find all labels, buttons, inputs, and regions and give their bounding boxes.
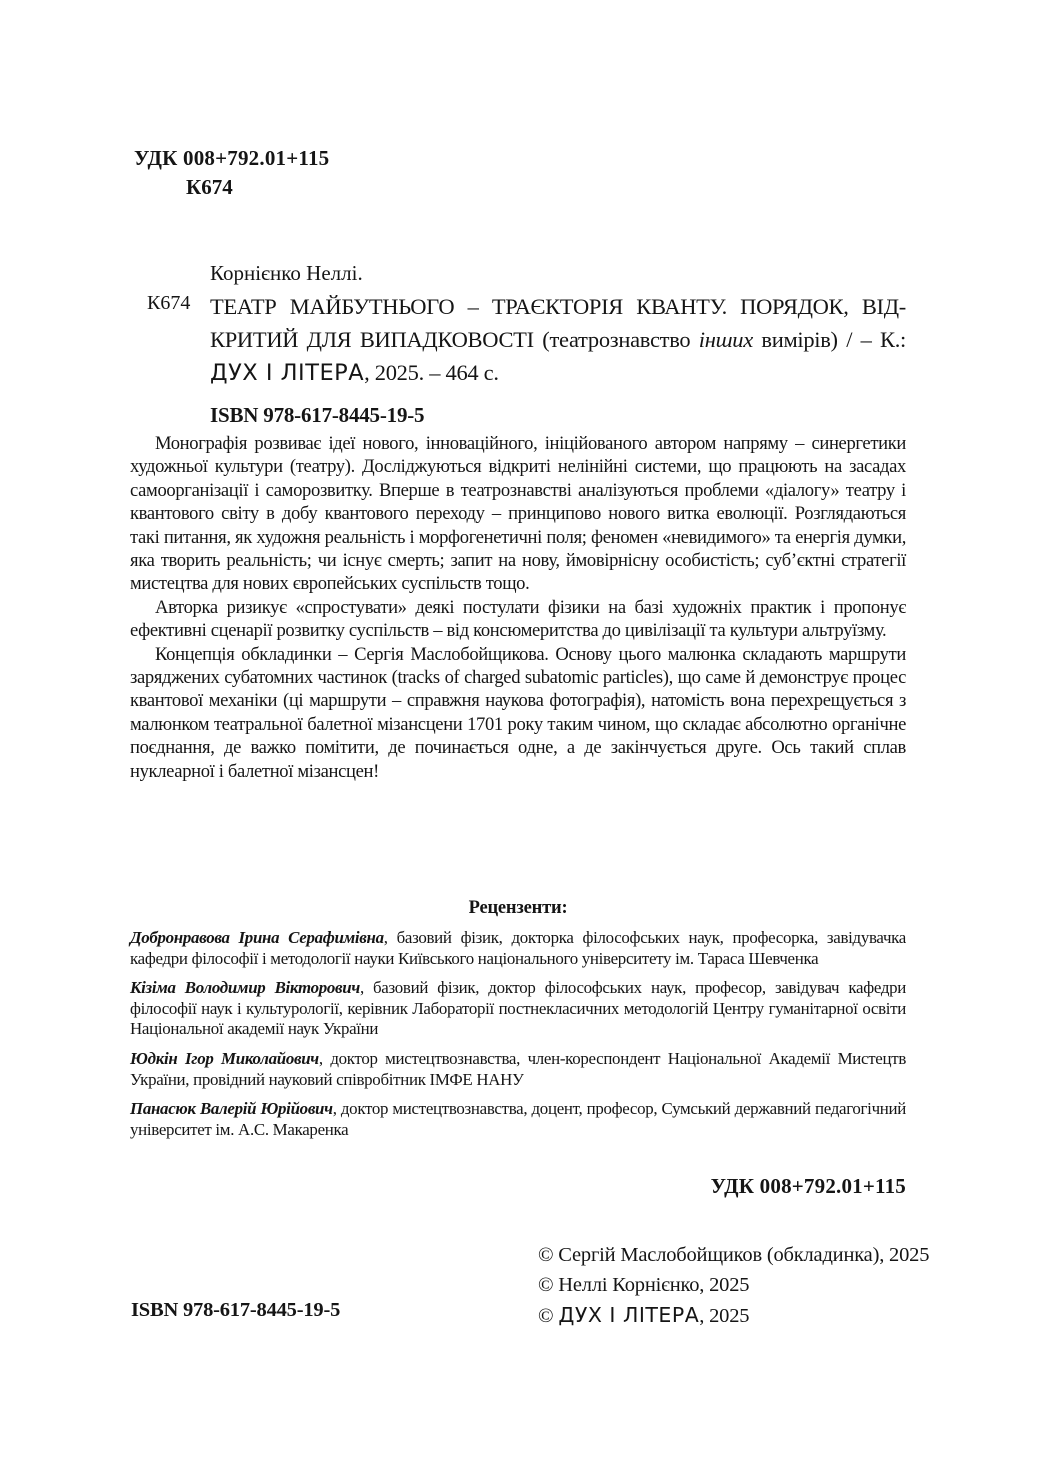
- annotation-paragraph-1: Монографія розвиває ідеї нового, інноваційного, ініційованого автором напряму – синергетики художньої культури (театру). Досліджуються відкриті нелінійні системи, що працюють на засадах самоорганізації і саморозвитку. Вперше в театрознавстві аналізуються проблеми «діалогу» театру і квантового світу в добу квантового переходу – принципово нового витка еволюції. Розглядаються такі питання, як художня реальність і морфогенетичні поля; феномен «невидимого» та енергія думки, яка творить реальність; чи існує смерть; запит на нову, ймовірнісну особистість; субʼєктні стратегії мистецтва для нових європейських суспільств тощо.: [130, 433, 906, 595]
- copyright-author: © Неллі Корнієнко, 2025: [538, 1274, 750, 1296]
- copyright-publisher: [538, 1300, 929, 1331]
- annotation-paragraph-2: Авторка ризикує «спростувати» деякі постулати фізики на базі художніх практик і пропонує ефективні сценарії розвитку суспільств – від консюмеритства до цивілізації та культури альтруїзму.: [130, 596, 906, 642]
- catalog-title-line-1: ТЕАТР МАЙБУТНЬОГО – ТРАЄКТОРІЯ КВАНТУ. ПОРЯДОК, ВІД-: [210, 294, 906, 319]
- author-code-top: К674: [186, 175, 233, 199]
- copyright-cover-artist: © Сергій Маслобойщиков (обкладинка), 2025: [538, 1244, 930, 1266]
- catalog-author: Корнієнко Неллі.: [210, 261, 363, 285]
- catalog-title-line-3: [210, 356, 906, 390]
- reviewers-heading: Рецензенти:: [468, 898, 568, 918]
- copyright-year: , 2025: [699, 1305, 750, 1327]
- publisher-name: ДУХ І ЛІТЕРА: [210, 360, 365, 386]
- reviewers-section: [130, 898, 906, 1149]
- reviewer-name: Юдкін Ігор Миколайович: [130, 1048, 319, 1068]
- annotation-paragraph-3: Концепція обкладинки – Сергія Маслобойщикова. Основу цього малюнка складають маршрути заряджених субатомних частинок (tracks of charged subatomic particles), що саме й демонструє процес квантової механіки (ці маршрути – справжня наукова фотографія), натомість вона перехрещується з малюнком театральної балетної мізансцени 1701 року таким чином, що складає абсолютно органічне поєднання, де важко помітити, де починається одне, а де закінчується друге. Ось такий сплав нуклеарної і балетної мізансцен!: [130, 643, 906, 782]
- reviewer-entry: [130, 928, 906, 969]
- copyright-symbol: ©: [538, 1305, 559, 1327]
- reviewer-description: , доктор мистецтвознавства, член-кореспондент Національної Академії Мистецтв України, провідний науковий співробітник ІМФЕ НАНУ: [130, 1048, 906, 1089]
- catalog-title-line-2-italic: інших: [698, 327, 753, 352]
- author-code-margin: К674: [147, 292, 191, 314]
- isbn-catalog: ISBN 978-617-8445-19-5: [210, 403, 425, 427]
- catalog-card: [210, 261, 906, 428]
- reviewer-name: Кізіма Володимир Вікторович: [130, 978, 360, 998]
- reviewer-description: , базовий фізик, доктор філософських наук, професор, завідувач кафедри філософії наук і культурології, керівник Лабораторії постнекласичних методологій Центру гуманітарної освіти Національної академії наук України: [130, 978, 906, 1039]
- catalog-title-line-3-tail: , 2025. – 464 с.: [364, 360, 499, 385]
- udk-bottom: УДК 008+792.01+115: [710, 1174, 906, 1198]
- isbn-bottom: ISBN 978-617-8445-19-5: [131, 1299, 341, 1321]
- publisher-name: ДУХ І ЛІТЕРА: [558, 1303, 700, 1327]
- annotation: [130, 432, 906, 783]
- reviewer-entry: [130, 1049, 906, 1090]
- udk-top: УДК 008+792.01+115: [134, 146, 330, 170]
- catalog-title-line-2: [210, 323, 906, 356]
- reviewer-description: , доктор мистецтвознавства, доцент, професор, Сумський державний педагогічний університет ім. А.С. Макаренка: [130, 1099, 906, 1139]
- reviewer-name: Панасюк Валерій Юрійович: [130, 1099, 333, 1119]
- catalog-title-line-2-post: вимірів) / – К.:: [752, 327, 907, 352]
- reviewer-name: Добронравова Ірина Серафимівна: [130, 928, 384, 947]
- reviewer-description: , базовий фізик, докторка філософських наук, професорка, завідувачка кафедри філософії і методології науки Київського національного університету ім. Тараса Шевченка: [130, 928, 906, 968]
- reviewer-entry: [130, 1099, 906, 1140]
- reviewer-entry: [130, 978, 906, 1040]
- copyright-block: [538, 1240, 929, 1331]
- catalog-title-line-2-pre: КРИТИЙ ДЛЯ ВИПАДКОВОСТІ (театрознавство: [210, 327, 699, 352]
